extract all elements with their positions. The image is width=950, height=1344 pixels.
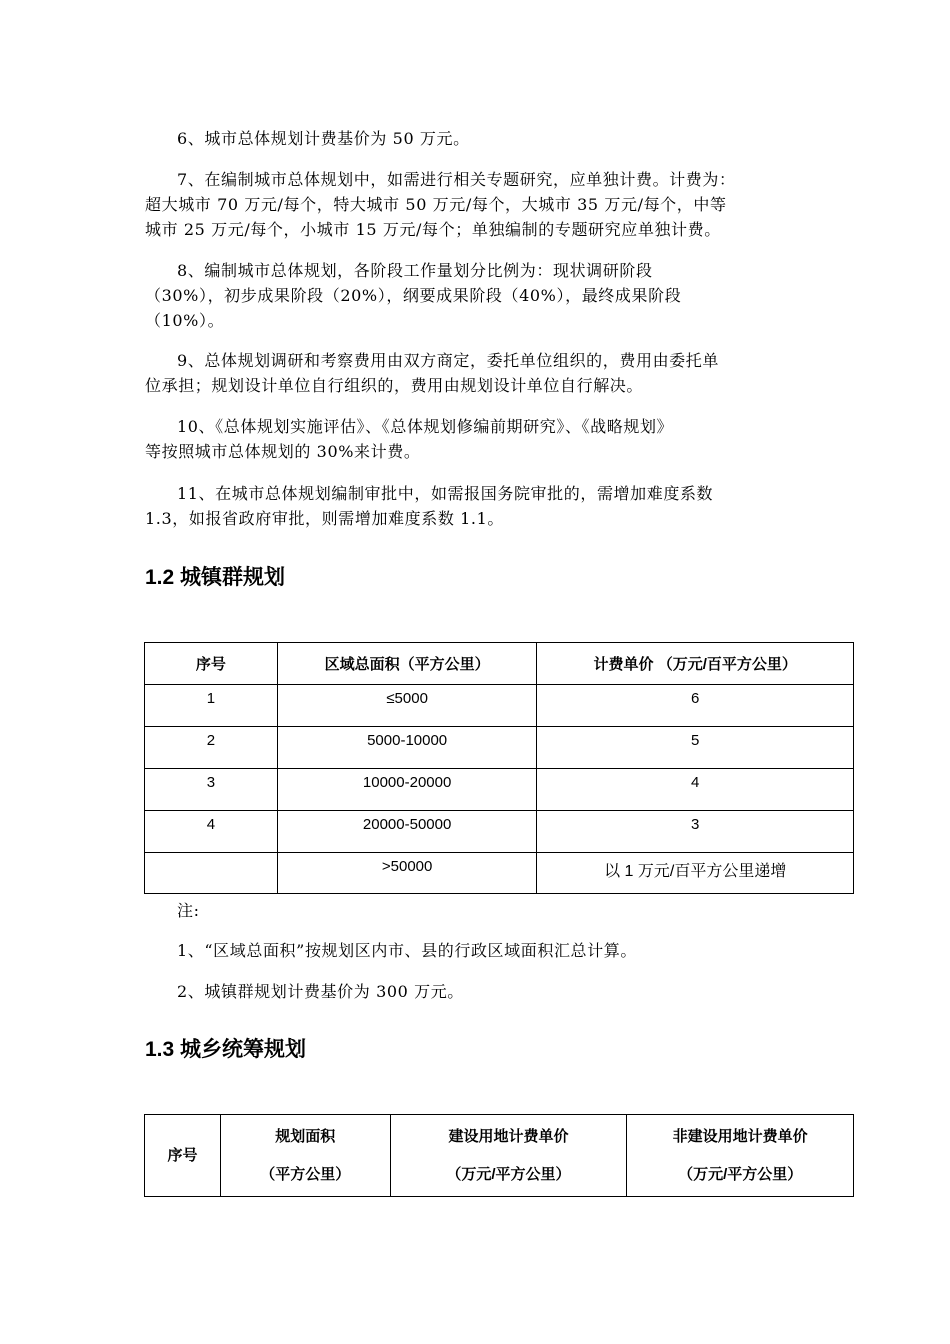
- table-cell: 3: [537, 811, 854, 853]
- table-cell: 4: [537, 769, 854, 811]
- header-line: 序号: [167, 1146, 198, 1164]
- text-line: 7、在编制城市总体规划中，如需进行相关专题研究，应单独计费。计费为：: [177, 170, 736, 189]
- text-line: （10%）。: [145, 311, 225, 330]
- table-cell: [145, 853, 278, 894]
- header-line: （平方公里）: [260, 1165, 351, 1183]
- section-heading-1-3: 1.3 城乡统筹规划: [145, 1038, 307, 1061]
- table-row: [145, 811, 854, 853]
- text-line: 超大城市 70 万元/每个，特大城市 50 万元/每个，大城市 35 万元/每个，中等: [145, 195, 727, 214]
- table-cell: 1: [145, 685, 278, 727]
- urban-cluster-fee-table: [144, 642, 854, 894]
- table-header-row: [145, 643, 854, 685]
- note-item: 1、“区域总面积”按规划区内市、县的行政区域面积汇总计算。: [177, 941, 637, 960]
- paragraph-7: [145, 167, 807, 242]
- text-line: 1.3，如报省政府审批，则需增加难度系数 1.1。: [145, 509, 504, 528]
- section-heading-1-2: 1.2 城镇群规划: [145, 566, 286, 589]
- header-cell: [627, 1115, 854, 1197]
- paragraph-11: [145, 481, 807, 531]
- text-line: 城市 25 万元/每个，小城市 15 万元/每个；单独编制的专题研究应单独计费。: [145, 220, 721, 239]
- header-cell: [390, 1115, 627, 1197]
- table-cell: 以 1 万元/百平方公里递增: [537, 853, 854, 894]
- text-line: 6、城市总体规划计费基价为 50 万元。: [177, 129, 470, 148]
- header-line: （万元/平方公里）: [446, 1165, 571, 1183]
- table-cell: 3: [145, 769, 278, 811]
- text-line: 9、总体规划调研和考察费用由双方商定，委托单位组织的，费用由委托单: [177, 351, 719, 370]
- table-row: [145, 685, 854, 727]
- table-header-row: [145, 1115, 854, 1197]
- table-row: [145, 727, 854, 769]
- table-cell: 2: [145, 727, 278, 769]
- urban-rural-fee-table: [144, 1114, 854, 1197]
- text-line: 8、编制城市总体规划，各阶段工作量划分比例为：现状调研阶段: [177, 261, 653, 280]
- table-cell: 4: [145, 811, 278, 853]
- text-line: （30%），初步成果阶段（20%），纲要成果阶段（40%），最终成果阶段: [145, 286, 682, 305]
- header-line: 非建设用地计费单价: [672, 1127, 808, 1145]
- header-line: （万元/平方公里）: [678, 1165, 803, 1183]
- table-row: [145, 853, 854, 894]
- table-cell: 5: [537, 727, 854, 769]
- paragraph-10: [145, 414, 807, 464]
- paragraph-8: [145, 258, 807, 333]
- table-cell: 5000-10000: [277, 727, 537, 769]
- header-cell: 区域总面积（平方公里）: [277, 643, 537, 685]
- header-cell: 序号: [145, 643, 278, 685]
- table-cell: 20000-50000: [277, 811, 537, 853]
- header-cell: [220, 1115, 390, 1197]
- table-cell: 10000-20000: [277, 769, 537, 811]
- header-cell: [145, 1115, 221, 1197]
- table-cell: 6: [537, 685, 854, 727]
- text-line: 11、在城市总体规划编制审批中，如需报国务院审批的，需增加难度系数: [177, 484, 714, 503]
- table-cell: ≤5000: [277, 685, 537, 727]
- note-title: 注:: [177, 901, 200, 920]
- text-line: 位承担；规划设计单位自行组织的，费用由规划设计单位自行解决。: [145, 376, 644, 395]
- paragraph-6: [145, 126, 807, 151]
- table-cell: >50000: [277, 853, 537, 894]
- paragraph-9: [145, 348, 807, 398]
- header-line: 建设用地计费单价: [448, 1127, 569, 1145]
- header-cell: 计费单价 （万元/百平方公里）: [537, 643, 854, 685]
- text-line: 等按照城市总体规划的 30%来计费。: [145, 442, 421, 461]
- table-row: [145, 769, 854, 811]
- note-item: 2、城镇群规划计费基价为 300 万元。: [177, 982, 464, 1001]
- header-line: 规划面积: [275, 1127, 336, 1145]
- text-line: 10、《总体规划实施评估》、《总体规划修编前期研究》、《战略规划》: [177, 417, 674, 436]
